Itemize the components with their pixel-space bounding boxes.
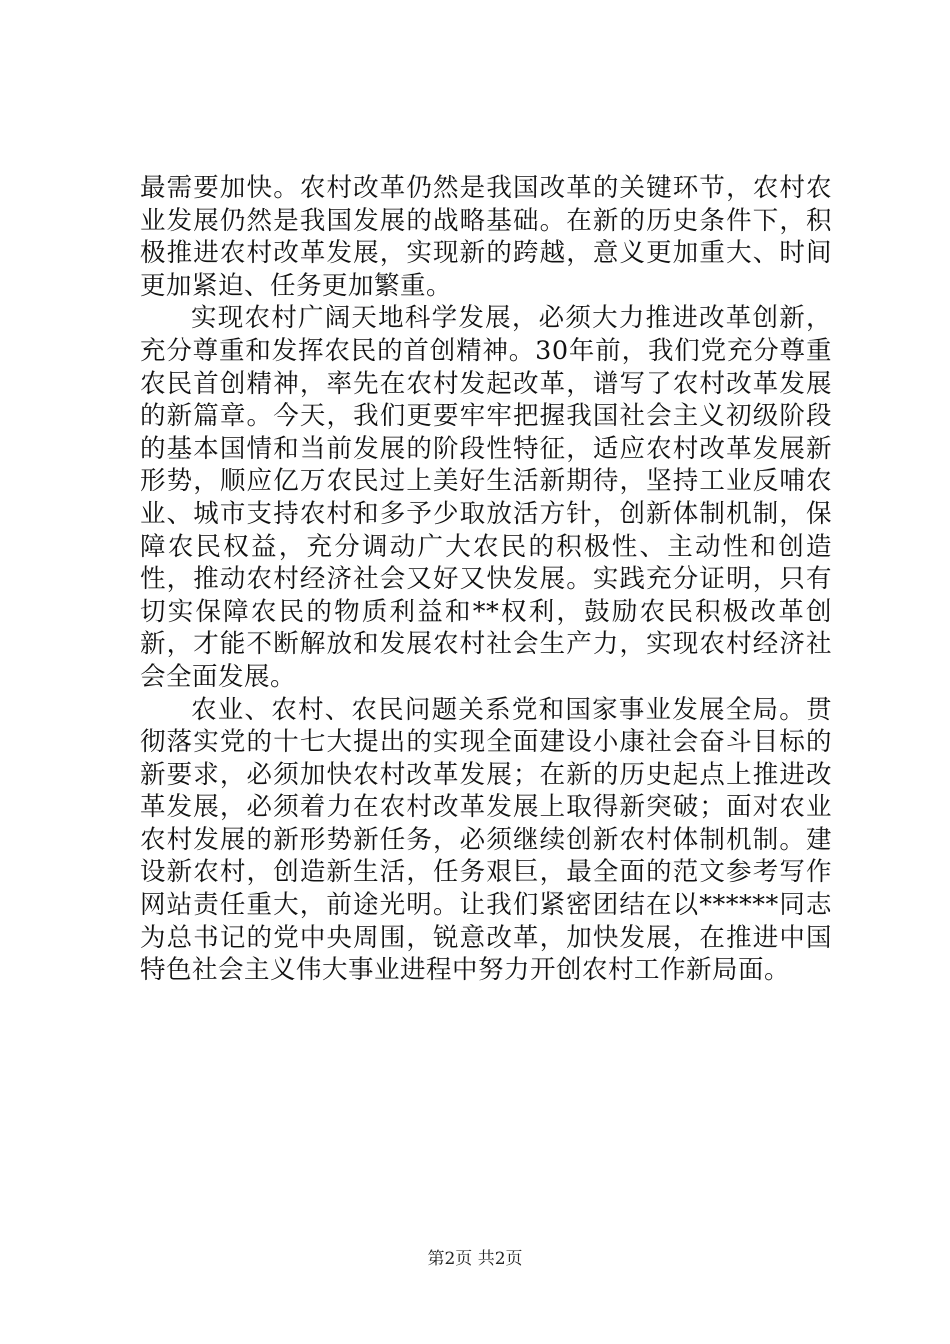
paragraph-2: 实现农村广阔天地科学发展，必须大力推进改革创新，充分尊重和发挥农民的首创精神。30年前，我们党充分尊重农民首创精神，率先在农村发起改革，谱写了农村改革发展的新篇章。今天，我们更要牢牢把握我国社会主义初级阶段的基本国情和当前发展的阶段性特征，适应农村改革发展新形势，顺应亿万农民过上美好生活新期待，坚持工业反哺农业、城市支持农村和多予少取放活方针，创新体制机制，保障农民权益，充分调动广大农民的积极性、主动性和创造性，推动农村经济社会又好又快发展。实践充分证明，只有切实保障农民的物质利益和**权利，鼓励农民积极改革创新，才能不断解放和发展农村社会生产力，实现农村经济社会全面发展。 bbox=[140, 303, 832, 692]
document-body bbox=[140, 172, 832, 987]
paragraph-3: 农业、农村、农民问题关系党和国家事业发展全局。贯彻落实党的十七大提出的实现全面建设小康社会奋斗目标的新要求，必须加快农村改革发展；在新的历史起点上推进改革发展，必须着力在农村改革发展上取得新突破；面对农业农村发展的新形势新任务，必须继续创新农村体制机制。建设新农村，创造新生活，任务艰巨，最全面的范文参考写作网站责任重大，前途光明。让我们紧密团结在以******同志为总书记的党中央周围，锐意改革，加快发展，在推进中国特色社会主义伟大事业进程中努力开创农村工作新局面。 bbox=[140, 694, 832, 986]
page-footer: 第2页 共2页 bbox=[427, 1249, 523, 1269]
paragraph-1: 最需要加快。农村改革仍然是我国改革的关键环节，农村农业发展仍然是我国发展的战略基础。在新的历史条件下，积极推进农村改革发展，实现新的跨越，意义更加重大、时间更加紧迫、任务更加繁重。 bbox=[140, 173, 832, 301]
